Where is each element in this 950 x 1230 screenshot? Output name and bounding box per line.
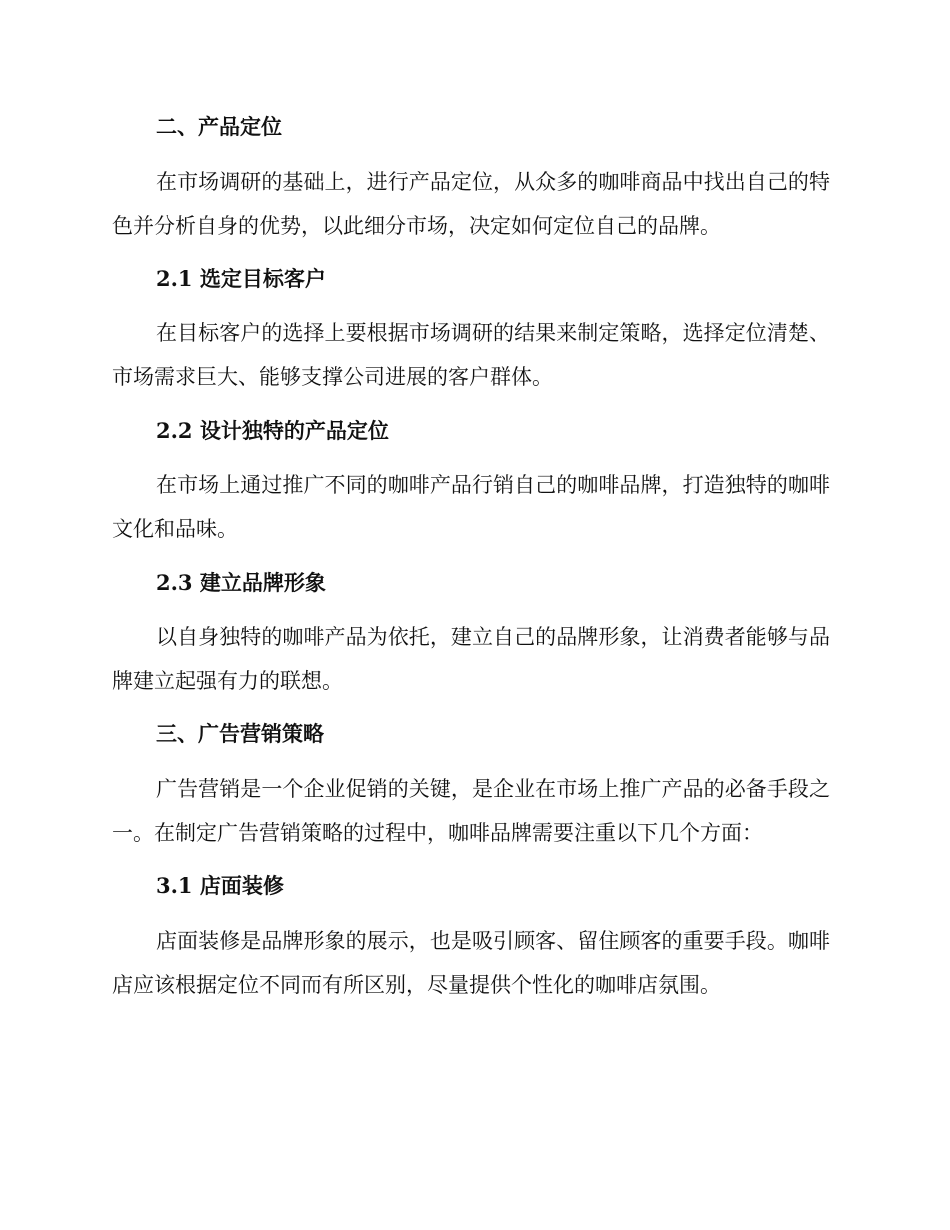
subsection-paragraph-2-1: 在目标客户的选择上要根据市场调研的结果来制定策略，选择定位清楚、市场需求巨大、能够支撑公司进展的客户群体。	[112, 321, 830, 389]
subsection-paragraph-2-3: 以自身独特的咖啡产品为依托，建立自己的品牌形象，让消费者能够与品牌建立起强有力的联想。	[112, 625, 830, 693]
section-paragraph-product-positioning: 在市场调研的基础上，进行产品定位，从众多的咖啡商品中找出自己的特色并分析自身的优势，以此细分市场，决定如何定位自己的品牌。	[112, 170, 830, 238]
subsection-heading-3-1: 3.1 店面装修	[156, 873, 284, 898]
section-heading-ad-marketing: 三、广告营销策略	[156, 721, 324, 746]
section-paragraph-ad-marketing: 广告营销是一个企业促销的关键，是企业在市场上推广产品的必备手段之一。在制定广告营销策略的过程中，咖啡品牌需要注重以下几个方面：	[112, 777, 830, 845]
subsection-heading-2-2: 2.2 设计独特的产品定位	[156, 418, 389, 443]
subsection-heading-2-1: 2.1 选定目标客户	[156, 266, 326, 291]
subsection-paragraph-3-1: 店面装修是品牌形象的展示，也是吸引顾客、留住顾客的重要手段。咖啡店应该根据定位不同而有所区别，尽量提供个性化的咖啡店氛围。	[112, 929, 830, 997]
section-heading-product-positioning: 二、产品定位	[156, 114, 282, 139]
subsection-heading-2-3: 2.3 建立品牌形象	[156, 570, 326, 595]
subsection-paragraph-2-2: 在市场上通过推广不同的咖啡产品行销自己的咖啡品牌，打造独特的咖啡文化和品味。	[112, 473, 830, 541]
